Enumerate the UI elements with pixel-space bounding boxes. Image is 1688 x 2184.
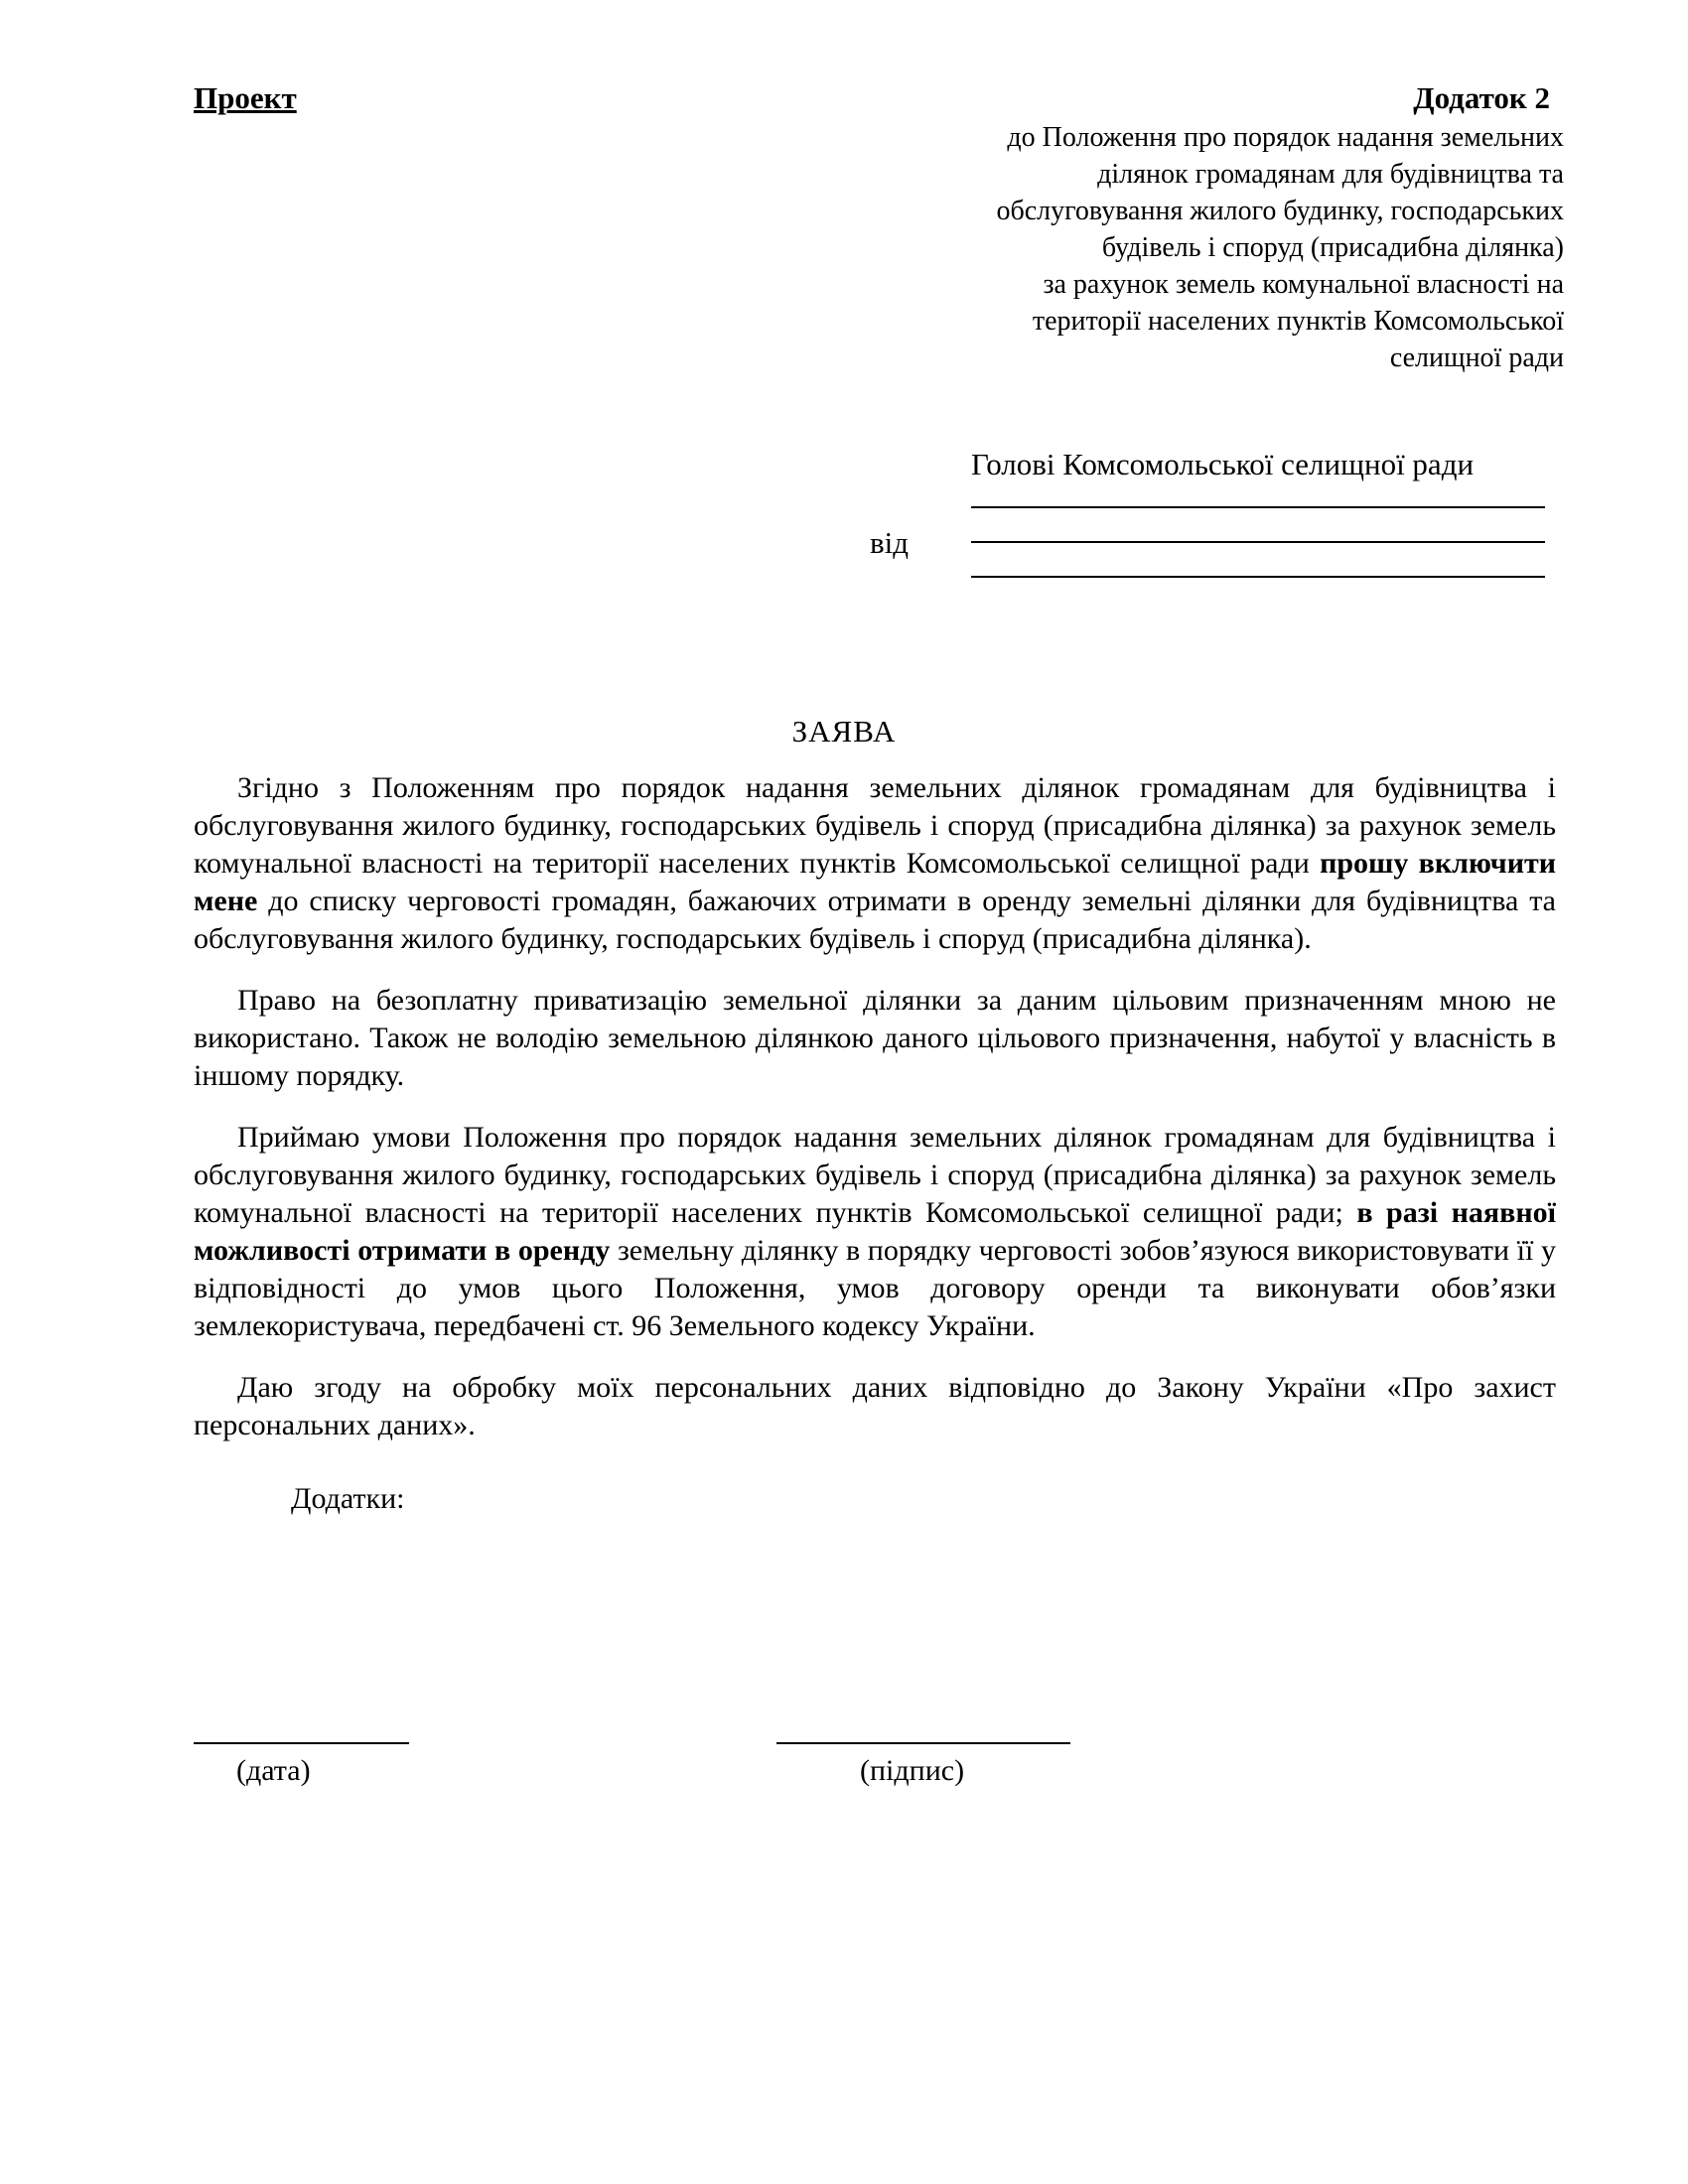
document-body: [194, 769, 1556, 1542]
document-title: ЗАЯВА: [791, 714, 897, 749]
addendum-line: ділянок громадянам для будівництва та: [1097, 159, 1564, 190]
paragraph-request: Згідно з Положенням про порядок надання земельних ділянок громадянам для будівництва і обслуговування жилого будинку, господарських будівель і споруд (присадибна ділянка) за рахунок земель комунальної власності на території населених пунктів Комсомольської селищної ради прошу включити мене до списку черговості громадян, бажаючих отримати в оренду земельні ділянки для будівництва та обслуговування жилого будинку, господарських будівель і споруд (присадибна ділянка).: [194, 771, 1556, 955]
signature-label: (підпис): [860, 1754, 965, 1787]
from-label: від: [870, 525, 910, 560]
conditions-emphasis: в разі наявної можливості отримати в оренду: [194, 1196, 1556, 1267]
addendum-line: території населених пунктів Комсомольської: [1032, 306, 1564, 337]
project-label: Проект: [194, 80, 297, 115]
date-line[interactable]: [194, 1742, 409, 1744]
applicant-address-line[interactable]: [971, 576, 1545, 578]
addendum-title: Додаток 2: [1413, 80, 1550, 115]
paragraph-conditions: Приймаю умови Положення про порядок надання земельних ділянок громадянам для будівництва і обслуговування жилого будинку, господарських будівель і споруд (присадибна ділянка) за рахунок земель комунальної власності на території населених пунктів Комсомольської селищної ради; в разі наявної можливості отримати в оренду земельну ділянку в порядку черговості зобов’язуюся використовувати її у відповідності до умов цього Положення, умов договору оренди та виконувати обов’язки землекористувача, передбачені ст. 96 Земельного кодексу України.: [194, 1121, 1556, 1342]
paragraph-consent: Даю згоду на обробку моїх персональних даних відповідно до Закону України «Про захист персональних даних».: [194, 1371, 1556, 1441]
request-emphasis: прошу включити мене: [194, 847, 1556, 917]
addendum-line: будівель і споруд (присадибна ділянка): [1101, 232, 1564, 263]
addendum-line: селищної ради: [1389, 342, 1564, 373]
attachments-label: Додатки:: [291, 1482, 405, 1515]
addressee-title: Голові Комсомольської селищної ради: [971, 447, 1475, 481]
date-label: (дата): [236, 1754, 311, 1787]
addendum-line: за рахунок земель комунальної власності на: [1043, 269, 1564, 300]
addendum-line: до Положення про порядок надання земельних: [1007, 122, 1564, 153]
paragraph-privatization: Право на безоплатну приватизацію земельної ділянки за даним цільовим призначенням мною не використано. Також не володію земельною ділянкою даного цільового призначення, набутої у власність в іншому порядку.: [194, 984, 1556, 1092]
addressee-block: [971, 445, 1547, 578]
addendum-block: [909, 79, 1564, 376]
addendum-line: обслуговування жилого будинку, господарських: [996, 196, 1564, 226]
signature-line[interactable]: [776, 1742, 1070, 1744]
applicant-name-line[interactable]: [971, 541, 1545, 543]
addressee-name-line[interactable]: [971, 506, 1545, 508]
